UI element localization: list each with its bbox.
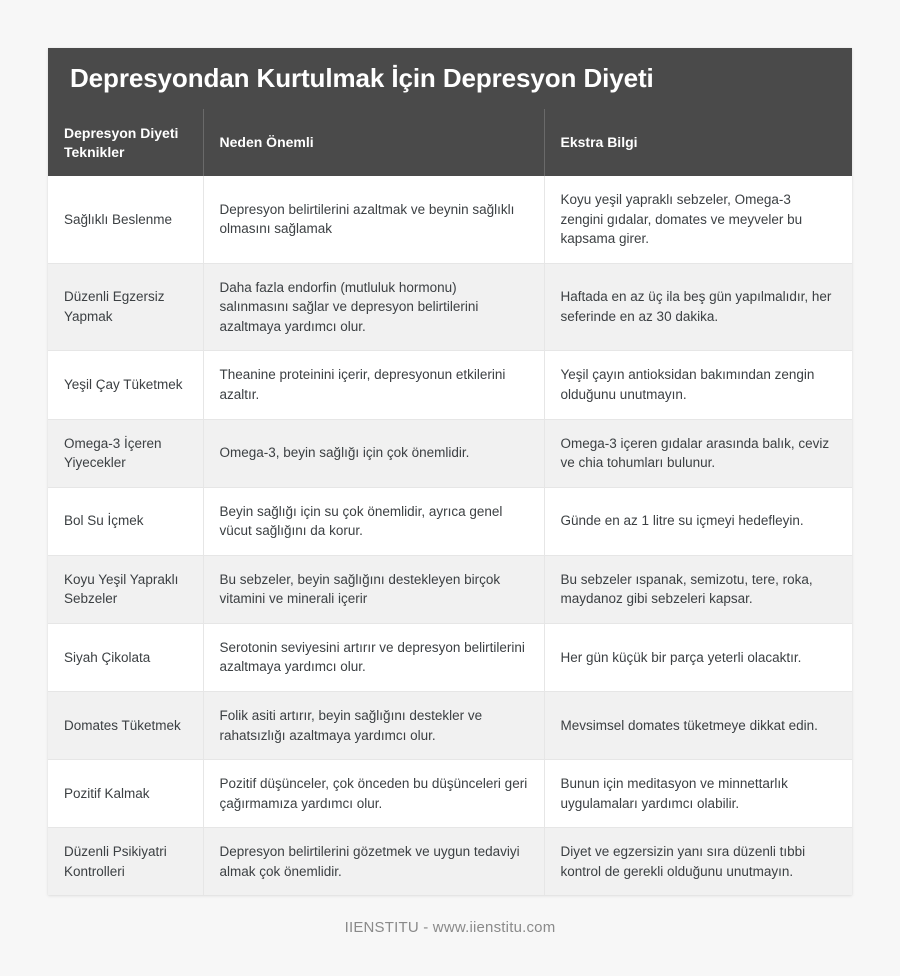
cell-extra: Bu sebzeler ıspanak, semizotu, tere, roka, maydanoz gibi sebzeleri kapsar. — [544, 555, 852, 623]
table-header — [48, 109, 852, 176]
cell-extra: Mevsimsel domates tüketmeye dikkat edin. — [544, 692, 852, 760]
infographic-card — [48, 48, 852, 895]
table-row — [48, 487, 852, 555]
table-row — [48, 351, 852, 419]
column-header-why: Neden Önemli — [203, 109, 544, 176]
diet-table — [48, 109, 852, 895]
table-row — [48, 623, 852, 691]
cell-extra: Yeşil çayın antioksidan bakımından zengin olduğunu unutmayın. — [544, 351, 852, 419]
cell-extra: Bunun için meditasyon ve minnettarlık uygulamaları yardımcı olabilir. — [544, 760, 852, 828]
table-row — [48, 692, 852, 760]
cell-extra: Diyet ve egzersizin yanı sıra düzenli tıbbi kontrol de gerekli olduğunu unutmayın. — [544, 828, 852, 896]
cell-why: Omega-3, beyin sağlığı için çok önemlidir. — [203, 419, 544, 487]
table-row — [48, 828, 852, 896]
cell-why: Daha fazla endorfin (mutluluk hormonu) salınmasını sağlar ve depresyon belirtilerini azaltmaya yardımcı olur. — [203, 263, 544, 351]
cell-extra: Haftada en az üç ila beş gün yapılmalıdır, her seferinde en az 30 dakika. — [544, 263, 852, 351]
cell-why: Serotonin seviyesini artırır ve depresyon belirtilerini azaltmaya yardımcı olur. — [203, 623, 544, 691]
table-header-row — [48, 109, 852, 176]
page-title: Depresyondan Kurtulmak İçin Depresyon Diyeti — [70, 63, 654, 94]
cell-technique: Düzenli Psikiyatri Kontrolleri — [48, 828, 203, 896]
cell-extra: Her gün küçük bir parça yeterli olacaktır. — [544, 623, 852, 691]
cell-technique: Sağlıklı Beslenme — [48, 176, 203, 263]
column-header-technique: Depresyon Diyeti Teknikler — [48, 109, 203, 176]
cell-why: Pozitif düşünceler, çok önceden bu düşünceleri geri çağırmamıza yardımcı olur. — [203, 760, 544, 828]
cell-why: Depresyon belirtilerini azaltmak ve beynin sağlıklı olmasını sağlamak — [203, 176, 544, 263]
table-row — [48, 555, 852, 623]
cell-why: Folik asiti artırır, beyin sağlığını destekler ve rahatsızlığı azaltmaya yardımcı olur. — [203, 692, 544, 760]
cell-why: Theanine proteinini içerir, depresyonun etkilerini azaltır. — [203, 351, 544, 419]
title-bar — [48, 48, 852, 109]
cell-extra: Koyu yeşil yapraklı sebzeler, Omega-3 zengini gıdalar, domates ve meyveler bu kapsama girer. — [544, 176, 852, 263]
cell-why: Bu sebzeler, beyin sağlığını destekleyen birçok vitamini ve minerali içerir — [203, 555, 544, 623]
cell-extra: Günde en az 1 litre su içmeyi hedefleyin. — [544, 487, 852, 555]
table-row — [48, 419, 852, 487]
footer-credit: IIENSTITU - www.iienstitu.com — [344, 919, 556, 937]
cell-technique: Omega-3 İçeren Yiyecekler — [48, 419, 203, 487]
cell-technique: Pozitif Kalmak — [48, 760, 203, 828]
table-row — [48, 263, 852, 351]
table-row — [48, 176, 852, 263]
cell-technique: Yeşil Çay Tüketmek — [48, 351, 203, 419]
column-header-extra: Ekstra Bilgi — [544, 109, 852, 176]
cell-technique: Koyu Yeşil Yapraklı Sebzeler — [48, 555, 203, 623]
cell-technique: Bol Su İçmek — [48, 487, 203, 555]
cell-technique: Domates Tüketmek — [48, 692, 203, 760]
table-row — [48, 760, 852, 828]
cell-why: Depresyon belirtilerini gözetmek ve uygun tedaviyi almak çok önemlidir. — [203, 828, 544, 896]
cell-why: Beyin sağlığı için su çok önemlidir, ayrıca genel vücut sağlığını da korur. — [203, 487, 544, 555]
cell-extra: Omega-3 içeren gıdalar arasında balık, ceviz ve chia tohumları bulunur. — [544, 419, 852, 487]
cell-technique: Düzenli Egzersiz Yapmak — [48, 263, 203, 351]
table-body — [48, 176, 852, 895]
cell-technique: Siyah Çikolata — [48, 623, 203, 691]
